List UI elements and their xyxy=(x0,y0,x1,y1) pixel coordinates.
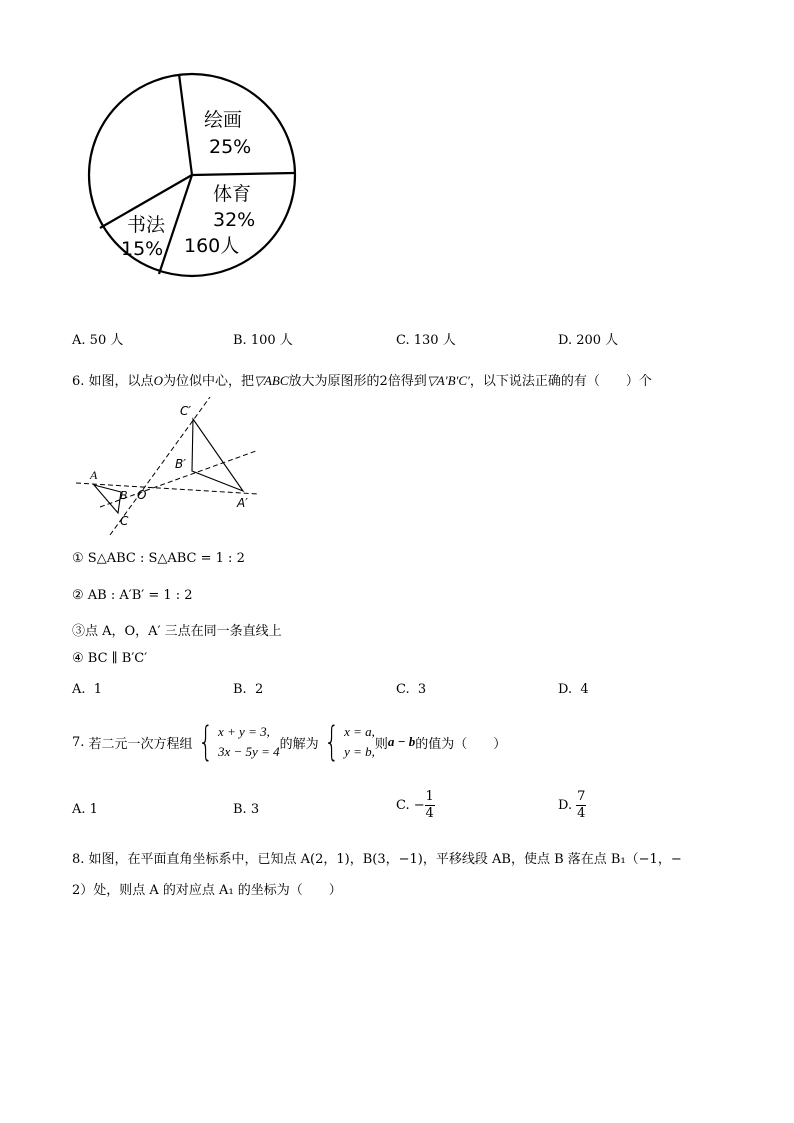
q6-stem: 6. 如图，以点O为位似中心，把▽ABC放大为原图形的2倍得到▽A′B′C′，以下说法正确的有（ ）个 xyxy=(72,373,652,389)
label-a-prime: A′ xyxy=(237,496,248,510)
pie-value-calligraphy: 15% xyxy=(121,238,164,260)
q6-statement-1: ① S△ABC : S△ABC = 1 : 2 xyxy=(72,551,245,566)
q6-option-d[interactable]: D. 4 xyxy=(558,682,589,697)
q7-option-a[interactable]: A. 1 xyxy=(72,802,98,817)
q6-option-b[interactable]: B. 2 xyxy=(233,682,264,697)
q7-equation-system: { x + y = 3, 3x − 5y = 4 xyxy=(197,719,280,765)
triangle-abc xyxy=(94,485,121,513)
q5-option-c[interactable]: C. 130 人 xyxy=(396,333,456,348)
label-c-prime: C′ xyxy=(180,404,192,418)
q6-statement-3: ③点 A，O，A′ 三点在同一条直线上 xyxy=(72,624,282,639)
q5-option-a[interactable]: A. 50 人 xyxy=(72,333,124,348)
pie-value-painting: 25% xyxy=(209,136,252,158)
label-c: C xyxy=(120,514,129,528)
q7-option-d[interactable]: D. $\frac{7}{4}$ xyxy=(558,789,586,821)
q6-option-a[interactable]: A. 1 xyxy=(72,682,103,697)
pie-label-sports: 体育 xyxy=(213,183,252,205)
pie-count-sports: 160人 xyxy=(184,235,240,257)
q6-statement-2: ② AB : A′B′ = 1 : 2 xyxy=(72,588,193,603)
q5-option-d[interactable]: D. 200 人 xyxy=(558,333,619,348)
label-b: B xyxy=(120,489,128,502)
fraction: $\frac{7}{4}$ xyxy=(577,789,586,821)
q7-option-b[interactable]: B. 3 xyxy=(233,802,260,817)
fraction: $\frac{1}{4}$ xyxy=(425,789,434,821)
q8-stem-line2: 2）处，则点 A 的对应点 A₁ 的坐标为（ ） xyxy=(72,883,342,898)
left-brace-icon: { xyxy=(197,719,213,765)
q7-solution-system: { x = a, y = b, xyxy=(323,719,375,765)
q7-option-c[interactable]: C. − $\frac{1}{4}$ xyxy=(396,789,434,821)
label-a: A xyxy=(90,468,98,482)
q7-stem: 7. 若二元一次方程组 { x + y = 3, 3x − 5y = 4 的解为 { x = a, y = b, 则 a − b 的值为（ ） xyxy=(72,719,507,765)
dashed-line-aa xyxy=(76,483,258,494)
pie-value-sports: 32% xyxy=(213,209,256,231)
pie-label-calligraphy: 书法 xyxy=(127,214,166,236)
homothety-figure xyxy=(70,395,260,535)
q5-option-b[interactable]: B. 100 人 xyxy=(233,333,293,348)
label-b-prime: B′ xyxy=(175,457,186,471)
left-brace-icon: { xyxy=(323,719,339,765)
label-o: O xyxy=(137,488,147,502)
q8-stem-line1: 8. 如图，在平面直角坐标系中，已知点 A(2，1)，B(3，−1)，平移线段 AB，使点 B 落在点 B₁（−1，− xyxy=(72,852,682,867)
q6-option-c[interactable]: C. 3 xyxy=(396,682,427,697)
q6-statement-4: ④ BC ∥ B′C′ xyxy=(72,651,148,666)
triangle-a1b1c1 xyxy=(192,419,243,491)
pie-chart xyxy=(80,68,304,282)
pie-label-painting: 绘画 xyxy=(204,109,243,131)
